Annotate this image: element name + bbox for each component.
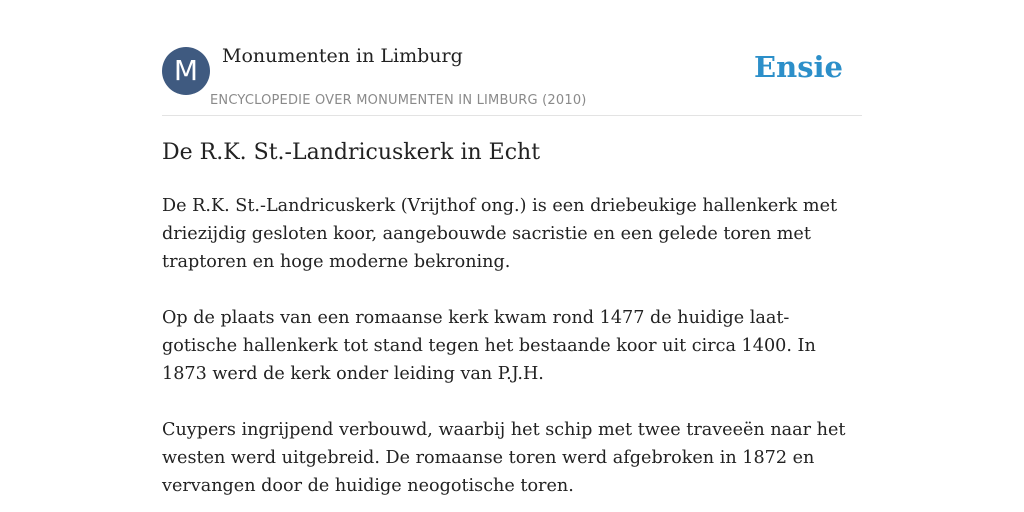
source-title[interactable]: Monumenten in Limburg xyxy=(222,45,463,67)
source-header xyxy=(162,44,862,116)
article-paragraph: Cuypers ingrijpend verbouwd, waarbij het schip met twee traveeën naar het westen werd uitgebreid. De romaanse toren werd afgebroken in 1872 en vervangen door de huidige neogotische toren. xyxy=(162,420,846,496)
article-paragraph: De R.K. St.-Landricuskerk (Vrijthof ong.) is een driebeukige hallenkerk met driezijdig gesloten koor, aangebouwde sacristie en een gelede toren met traptoren en hoge moderne bekroning. xyxy=(162,196,838,272)
source-subtitle: ENCYCLOPEDIE OVER MONUMENTEN IN LIMBURG (2010) xyxy=(210,93,587,108)
brand-logo-link[interactable]: Ensie xyxy=(754,50,843,84)
avatar[interactable]: M xyxy=(162,47,210,95)
article-body xyxy=(162,192,852,512)
article-paragraph: Op de plaats van een romaanse kerk kwam rond 1477 de huidige laat-gotische hallenkerk tot stand tegen het bestaande koor uit circa 1400. In 1873 werd de kerk onder leiding van P.J.H. xyxy=(162,308,816,384)
article-title: De R.K. St.-Landricuskerk in Echt xyxy=(162,140,541,165)
